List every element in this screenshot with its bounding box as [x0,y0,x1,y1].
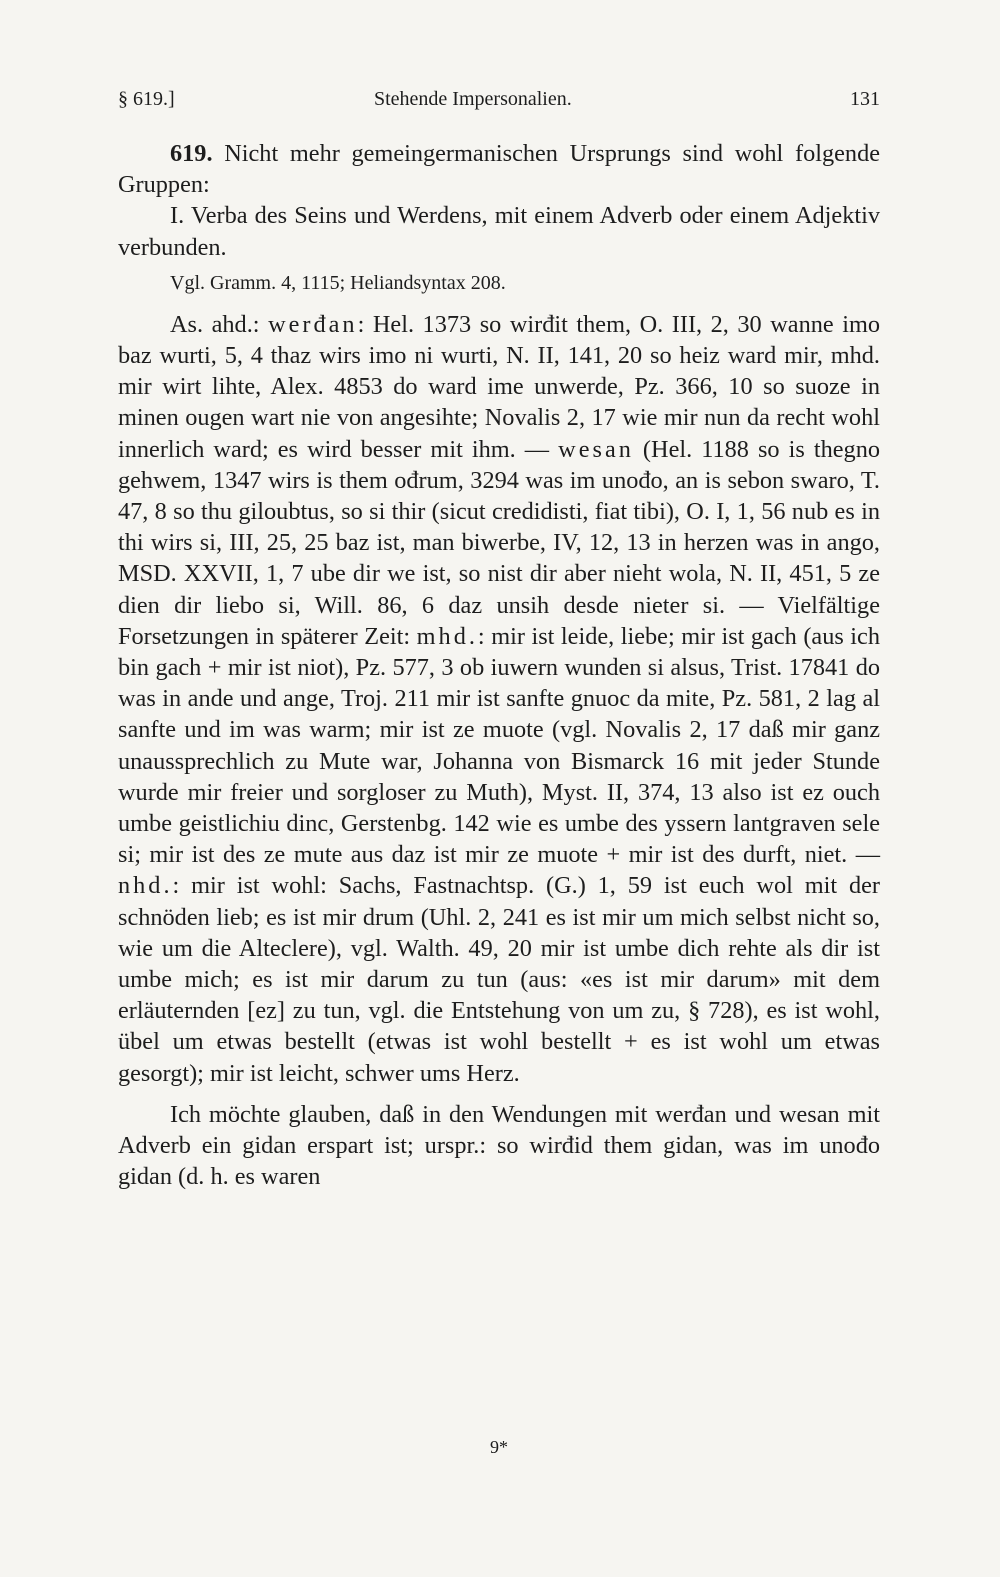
group-heading: I. Verba des Seins und Werdens, mit einem Adverb oder einem Adjektiv verbunden. [118,202,880,261]
header-running-title: Stehende Impersonalien. [374,88,572,110]
header-section-ref: § 619.] [118,88,175,110]
main-paragraph [118,309,880,1089]
keyword-werdan: werđan [268,310,358,338]
signature-mark: 9* [490,1437,508,1457]
main-text-1: : Hel. 1373 so wirđit them, O. III, 2, 30 wanne imo baz wurti, 5, 4 thaz wirs imo ni wurti, N. II, 141, 20 so heiz ward mir, mhd. mir wirt lihte, Alex. 4853 do ward ime unwerde, Pz. 366, 10 so suoze in minen ougen wart nie von angesihte; Novalis 2, 17 wie mir nun da recht wohl innerlich ward; es wird besser mit ihm. — [118,310,880,463]
header-page-number: 131 [850,88,880,110]
intro-text: Nicht mehr gemeingermanischen Ursprungs sind wohl folgende Gruppen: [118,140,880,199]
main-text-3: : mir ist leide, liebe; mir ist gach (aus ich bin gach + mir ist niot), Pz. 577, 3 ob iuwern wunden si alsus, Trist. 17841 do was in ande und ange, Troj. 211 mir ist sanfte gnuoc da mite, Pz. 581, 2 lag al sanfte und im was warm; mir ist ze muote (vgl. Novalis 2, 17 daß mir ganz unaussprechlich zu Mute war, Johanna von Bismarck 16 mit jeder Stunde wurde mir freier und sorgloser zu Muth), Myst. II, 374, 13 also ist ez ouch umbe geistlichiu dinc, Gerstenbg. 142 wie es umbe des yssern lantgraven sele si; mir ist des ze mute aus daz ist mir ze muote + mir ist des durft, niet. — [118,622,880,869]
intro-paragraph [118,138,880,200]
keyword-nhd: nhd. [118,872,173,900]
section-number: 619. [170,140,213,167]
page-body [118,138,880,1193]
reference-line: Vgl. Gramm. 4, 1115; Heliandsyntax 208. [170,271,506,294]
main-text-4: : mir ist wohl: Sachs, Fastnachtsp. (G.) 1, 59 ist euch wol mit der schnöden lieb; es ist mir drum (Uhl. 2, 241 es ist mir um mich selbst nicht so, wie um die Alteclere), vgl. Walth. 49, 20 mir ist umbe dich rehte als dir ist umbe mich; es ist mir darum zu tun (aus: «es ist mir darum» mit dem erläuternden [ez] zu tun, vgl. die Entstehung von um zu, § 728), es ist wohl, übel um etwas bestellt (etwas ist wohl bestellt + es ist wohl um etwas gesorgt); mir ist leicht, schwer ums Herz. [118,872,880,1087]
lead-label: As. ahd.: [170,310,269,338]
main-text-2: (Hel. 1188 so is thegno gehwem, 1347 wirs is them ođrum, 3294 was im unođo, an is sebon swaro, T. 47, 8 so thu giloubtus, so si thir (sicut credidisti, fiat tibi), O. I, 1, 56 nub es in thi wirs si, III, 25, 25 baz ist, man biwerbe, IV, 12, 13 in herzen was in ango, MSD. XXVII, 1, 7 ube dir we ist, so nist dir aber nieht wola, N. II, 451, 5 ze dien dir liebo si, Will. 86, 6 daz unsih desde nieter si. — Vielfältige Forsetzungen in späterer Zeit: [118,435,881,650]
final-paragraph: Ich möchte glauben, daß in den Wendungen mit werđan und wesan mit Adverb ein gidan erspart ist; urspr.: so wirđid them gidan, was im unođo gidan (d. h. es waren [118,1100,880,1191]
keyword-wesan: wesan [558,435,634,463]
running-header [118,88,880,118]
keyword-mhd: mhd. [416,622,478,650]
